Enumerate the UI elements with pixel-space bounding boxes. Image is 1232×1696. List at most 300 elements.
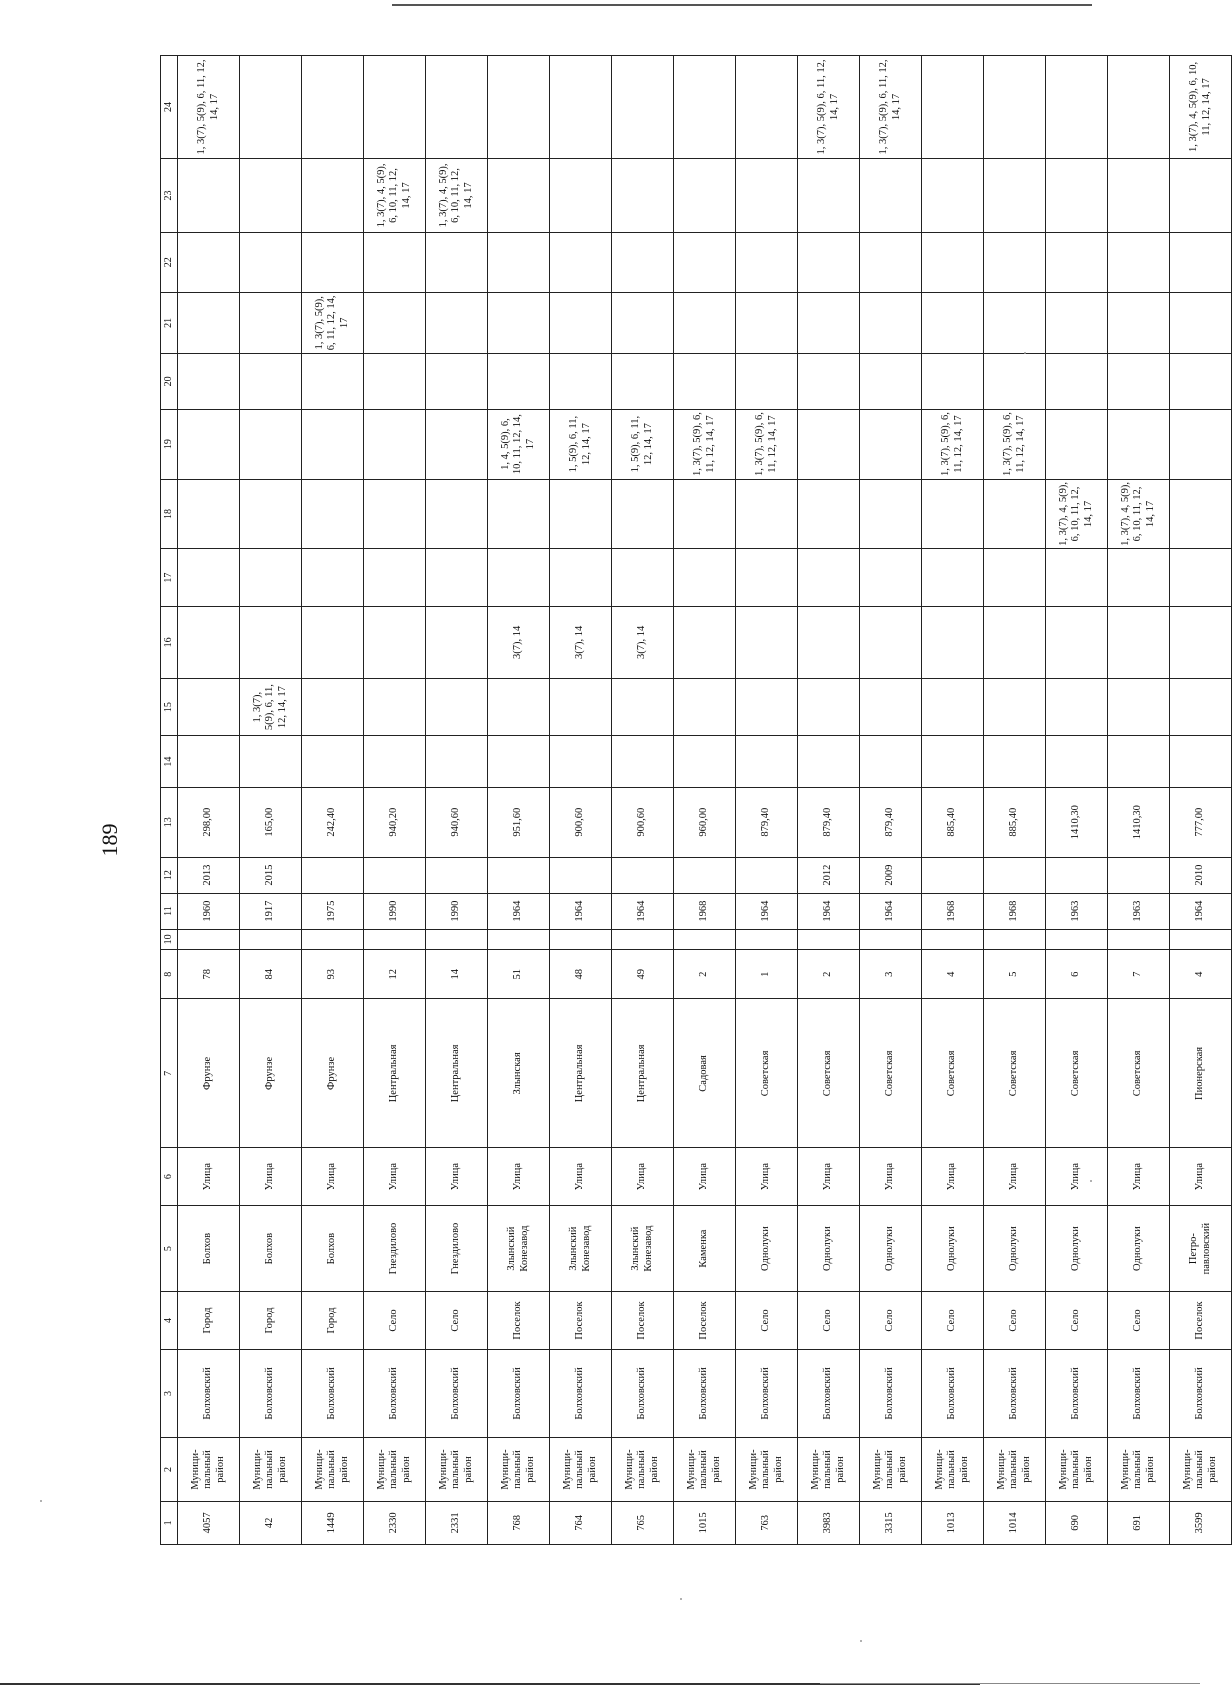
cell-col-11: 1968 — [984, 893, 1046, 929]
cell-col-24 — [302, 56, 364, 159]
cell-col-5: Однолуки — [1046, 1205, 1108, 1291]
cell-col-12: 2015 — [240, 857, 302, 893]
cell-col-10 — [860, 929, 922, 950]
cell-col-14 — [1108, 736, 1170, 787]
table-row — [860, 56, 922, 1545]
cell-col-5: Болхов — [178, 1205, 240, 1291]
cell-col-15 — [1108, 678, 1170, 736]
cell-col-16 — [798, 606, 860, 678]
cell-col-10 — [302, 929, 364, 950]
cell-col-18: 1, 3(7), 4, 5(9), 6, 10, 11, 12, 14, 17 — [1108, 479, 1170, 549]
cell-col-16 — [302, 606, 364, 678]
cell-col-20 — [488, 354, 550, 409]
cell-col-2: Муници-пальный район — [674, 1438, 736, 1502]
table-row — [922, 56, 984, 1545]
cell-col-20 — [240, 354, 302, 409]
cell-col-23 — [860, 158, 922, 232]
cell-col-14 — [364, 736, 426, 787]
cell-col-10 — [550, 929, 612, 950]
cell-col-10 — [1108, 929, 1170, 950]
cell-col-16 — [860, 606, 922, 678]
cell-col-2: Муници-пальный район — [736, 1438, 798, 1502]
cell-col-19 — [1170, 409, 1232, 479]
cell-col-16 — [922, 606, 984, 678]
cell-col-12: 2009 — [860, 857, 922, 893]
cell-col-2: Муници-пальный район — [922, 1438, 984, 1502]
cell-col-19 — [798, 409, 860, 479]
cell-col-7: Фрунзе — [302, 999, 364, 1148]
cell-col-23 — [302, 158, 364, 232]
cell-col-16 — [1108, 606, 1170, 678]
cell-col-3: Болховский — [922, 1349, 984, 1437]
cell-col-23 — [550, 158, 612, 232]
cell-col-15 — [488, 678, 550, 736]
cell-col-3: Болховский — [302, 1349, 364, 1437]
table-row — [1170, 56, 1232, 1545]
cell-col-6: Улица — [674, 1148, 736, 1206]
cell-col-18 — [736, 479, 798, 549]
cell-col-12 — [612, 857, 674, 893]
cell-col-11: 1968 — [922, 893, 984, 929]
cell-col-18 — [612, 479, 674, 549]
cell-col-14 — [736, 736, 798, 787]
cell-col-14 — [240, 736, 302, 787]
cell-col-1: 1015 — [674, 1501, 736, 1544]
cell-col-13: 1410,30 — [1108, 787, 1170, 857]
cell-col-14 — [488, 736, 550, 787]
cell-col-10 — [984, 929, 1046, 950]
cell-col-22 — [178, 232, 240, 292]
cell-col-17 — [798, 549, 860, 607]
cell-col-13: 885,40 — [984, 787, 1046, 857]
cell-col-15 — [736, 678, 798, 736]
cell-col-8: 49 — [612, 950, 674, 999]
cell-col-3: Болховский — [612, 1349, 674, 1437]
cell-col-13: 879,40 — [736, 787, 798, 857]
cell-col-17 — [860, 549, 922, 607]
cell-col-1: 2330 — [364, 1501, 426, 1544]
cell-col-6: Улица — [302, 1148, 364, 1206]
cell-col-4: Село — [1046, 1292, 1108, 1350]
cell-col-24 — [984, 56, 1046, 159]
cell-col-13: 940,20 — [364, 787, 426, 857]
cell-col-10 — [922, 929, 984, 950]
cell-col-19 — [240, 409, 302, 479]
cell-col-22 — [426, 232, 488, 292]
cell-col-16: 3(7), 14 — [550, 606, 612, 678]
column-header: 16 — [161, 606, 178, 678]
column-header: 6 — [161, 1148, 178, 1206]
cell-col-20 — [550, 354, 612, 409]
cell-col-15 — [984, 678, 1046, 736]
cell-col-16 — [1046, 606, 1108, 678]
cell-col-1: 765 — [612, 1501, 674, 1544]
cell-col-7: Фрунзе — [240, 999, 302, 1148]
cell-col-1: 42 — [240, 1501, 302, 1544]
cell-col-4: Поселок — [488, 1292, 550, 1350]
cell-col-5: Однолуки — [798, 1205, 860, 1291]
cell-col-8: 14 — [426, 950, 488, 999]
cell-col-24 — [922, 56, 984, 159]
cell-col-8: 2 — [798, 950, 860, 999]
table-row — [178, 56, 240, 1545]
cell-col-18 — [550, 479, 612, 549]
cell-col-6: Улица — [798, 1148, 860, 1206]
column-header: 19 — [161, 409, 178, 479]
cell-col-13: 165,00 — [240, 787, 302, 857]
cell-col-1: 1014 — [984, 1501, 1046, 1544]
cell-col-10 — [1046, 929, 1108, 950]
cell-col-19: 1, 3(7), 5(9), 6, 11, 12, 14, 17 — [984, 409, 1046, 479]
cell-col-7: Советская — [798, 999, 860, 1148]
cell-col-11: 1964 — [550, 893, 612, 929]
cell-col-16: 3(7), 14 — [612, 606, 674, 678]
cell-col-13: 960,00 — [674, 787, 736, 857]
cell-col-15 — [364, 678, 426, 736]
cell-col-16 — [1170, 606, 1232, 678]
cell-col-11: 1963 — [1108, 893, 1170, 929]
register-table-rotated — [160, 55, 1218, 1545]
cell-col-2: Муници-пальный район — [240, 1438, 302, 1502]
scan-speck — [860, 1640, 862, 1642]
cell-col-21 — [1046, 292, 1108, 354]
cell-col-15 — [550, 678, 612, 736]
cell-col-8: 5 — [984, 950, 1046, 999]
cell-col-1: 764 — [550, 1501, 612, 1544]
cell-col-11: 1964 — [736, 893, 798, 929]
cell-col-6: Улица — [178, 1148, 240, 1206]
cell-col-24 — [1046, 56, 1108, 159]
cell-col-10 — [612, 929, 674, 950]
column-header: 2 — [161, 1438, 178, 1502]
cell-col-5: Злынский Конезавод — [612, 1205, 674, 1291]
cell-col-4: Поселок — [1170, 1292, 1232, 1350]
cell-col-24: 1, 3(7), 4, 5(9), 6, 10, 11, 12, 14, 17 — [1170, 56, 1232, 159]
cell-col-20 — [798, 354, 860, 409]
cell-col-8: 93 — [302, 950, 364, 999]
cell-col-13: 900,60 — [550, 787, 612, 857]
cell-col-10 — [364, 929, 426, 950]
cell-col-8: 2 — [674, 950, 736, 999]
cell-col-11: 1968 — [674, 893, 736, 929]
cell-col-4: Село — [736, 1292, 798, 1350]
cell-col-17 — [922, 549, 984, 607]
cell-col-6: Улица — [736, 1148, 798, 1206]
cell-col-17 — [612, 549, 674, 607]
cell-col-13: 777,00 — [1170, 787, 1232, 857]
cell-col-23 — [984, 158, 1046, 232]
cell-col-5: Гнездилово — [364, 1205, 426, 1291]
cell-col-5: Гнездилово — [426, 1205, 488, 1291]
cell-col-3: Болховский — [674, 1349, 736, 1437]
column-header: 22 — [161, 232, 178, 292]
cell-col-16 — [178, 606, 240, 678]
cell-col-16 — [984, 606, 1046, 678]
cell-col-2: Муници-пальный район — [798, 1438, 860, 1502]
cell-col-10 — [488, 929, 550, 950]
cell-col-13: 940,60 — [426, 787, 488, 857]
cell-col-7: Советская — [1046, 999, 1108, 1148]
cell-col-12 — [984, 857, 1046, 893]
cell-col-22 — [1108, 232, 1170, 292]
cell-col-3: Болховский — [178, 1349, 240, 1437]
cell-col-24 — [488, 56, 550, 159]
cell-col-18 — [178, 479, 240, 549]
cell-col-20 — [1170, 354, 1232, 409]
cell-col-15 — [922, 678, 984, 736]
cell-col-22 — [1170, 232, 1232, 292]
cell-col-11: 1963 — [1046, 893, 1108, 929]
cell-col-24 — [736, 56, 798, 159]
cell-col-10 — [1170, 929, 1232, 950]
cell-col-17 — [178, 549, 240, 607]
cell-col-10 — [240, 929, 302, 950]
column-header: 14 — [161, 736, 178, 787]
cell-col-20 — [674, 354, 736, 409]
cell-col-19 — [1046, 409, 1108, 479]
cell-col-15 — [860, 678, 922, 736]
cell-col-6: Улица — [550, 1148, 612, 1206]
cell-col-5: Однолуки — [860, 1205, 922, 1291]
cell-col-12 — [302, 857, 364, 893]
cell-col-12 — [426, 857, 488, 893]
table-row — [612, 56, 674, 1545]
cell-col-18 — [922, 479, 984, 549]
cell-col-14 — [178, 736, 240, 787]
cell-col-11: 1917 — [240, 893, 302, 929]
cell-col-17 — [488, 549, 550, 607]
column-header: 12 — [161, 857, 178, 893]
cell-col-4: Село — [426, 1292, 488, 1350]
cell-col-24 — [612, 56, 674, 159]
cell-col-22 — [736, 232, 798, 292]
cell-col-6: Улица — [612, 1148, 674, 1206]
cell-col-12 — [488, 857, 550, 893]
cell-col-23: 1, 3(7), 4, 5(9), 6, 10, 11, 12, 14, 17 — [364, 158, 426, 232]
cell-col-24 — [364, 56, 426, 159]
table-row — [984, 56, 1046, 1545]
cell-col-23 — [674, 158, 736, 232]
table-body — [178, 56, 1232, 1545]
cell-col-12 — [1108, 857, 1170, 893]
cell-col-7: Советская — [922, 999, 984, 1148]
cell-col-17 — [240, 549, 302, 607]
cell-col-19: 1, 5(9), 6, 11, 12, 14, 17 — [612, 409, 674, 479]
cell-col-3: Болховский — [1046, 1349, 1108, 1437]
cell-col-4: Село — [984, 1292, 1046, 1350]
cell-col-1: 2331 — [426, 1501, 488, 1544]
cell-col-18 — [674, 479, 736, 549]
cell-col-5: Болхов — [302, 1205, 364, 1291]
cell-col-12 — [550, 857, 612, 893]
cell-col-3: Болховский — [550, 1349, 612, 1437]
cell-col-10 — [736, 929, 798, 950]
column-header: 20 — [161, 354, 178, 409]
cell-col-6: Улица — [984, 1148, 1046, 1206]
cell-col-2: Муници-пальный район — [1108, 1438, 1170, 1502]
cell-col-21 — [674, 292, 736, 354]
cell-col-11: 1964 — [612, 893, 674, 929]
scan-speck — [1024, 352, 1026, 354]
table-row — [1046, 56, 1108, 1545]
cell-col-11: 1964 — [798, 893, 860, 929]
cell-col-2: Муници-пальный район — [1170, 1438, 1232, 1502]
cell-col-14 — [674, 736, 736, 787]
cell-col-20 — [178, 354, 240, 409]
cell-col-6: Улица — [1046, 1148, 1108, 1206]
cell-col-11: 1964 — [488, 893, 550, 929]
cell-col-10 — [178, 929, 240, 950]
cell-col-1: 3599 — [1170, 1501, 1232, 1544]
cell-col-2: Муници-пальный район — [488, 1438, 550, 1502]
cell-col-21 — [1108, 292, 1170, 354]
cell-col-5: Однолуки — [736, 1205, 798, 1291]
cell-col-15 — [302, 678, 364, 736]
cell-col-18 — [798, 479, 860, 549]
cell-col-7: Советская — [736, 999, 798, 1148]
cell-col-23 — [612, 158, 674, 232]
cell-col-4: Поселок — [550, 1292, 612, 1350]
cell-col-8: 4 — [922, 950, 984, 999]
table-row — [426, 56, 488, 1545]
table-row — [550, 56, 612, 1545]
cell-col-14 — [798, 736, 860, 787]
cell-col-3: Болховский — [984, 1349, 1046, 1437]
cell-col-19: 1, 3(7), 5(9), 6, 11, 12, 14, 17 — [922, 409, 984, 479]
cell-col-2: Муници-пальный район — [860, 1438, 922, 1502]
cell-col-11: 1960 — [178, 893, 240, 929]
cell-col-21 — [612, 292, 674, 354]
cell-col-7: Злынская — [488, 999, 550, 1148]
column-header: 24 — [161, 56, 178, 159]
cell-col-4: Село — [922, 1292, 984, 1350]
cell-col-18 — [984, 479, 1046, 549]
cell-col-2: Муници-пальный район — [612, 1438, 674, 1502]
table-row — [798, 56, 860, 1545]
cell-col-13: 900,60 — [612, 787, 674, 857]
cell-col-17 — [426, 549, 488, 607]
cell-col-3: Болховский — [736, 1349, 798, 1437]
column-header: 4 — [161, 1292, 178, 1350]
cell-col-12 — [736, 857, 798, 893]
cell-col-12: 2010 — [1170, 857, 1232, 893]
cell-col-21 — [860, 292, 922, 354]
column-header: 3 — [161, 1349, 178, 1437]
cell-col-23 — [922, 158, 984, 232]
cell-col-5: Петро-павловский — [1170, 1205, 1232, 1291]
cell-col-8: 48 — [550, 950, 612, 999]
cell-col-11: 1964 — [1170, 893, 1232, 929]
cell-col-2: Муници-пальный район — [178, 1438, 240, 1502]
cell-col-19: 1, 3(7), 5(9), 6, 11, 12, 14, 17 — [674, 409, 736, 479]
cell-col-21 — [240, 292, 302, 354]
table-row — [302, 56, 364, 1545]
cell-col-5: Однолуки — [1108, 1205, 1170, 1291]
scan-speck — [680, 1598, 682, 1600]
cell-col-19 — [860, 409, 922, 479]
cell-col-20 — [302, 354, 364, 409]
column-header: 8 — [161, 950, 178, 999]
cell-col-20 — [364, 354, 426, 409]
cell-col-4: Поселок — [612, 1292, 674, 1350]
cell-col-21 — [488, 292, 550, 354]
cell-col-21 — [922, 292, 984, 354]
cell-col-1: 691 — [1108, 1501, 1170, 1544]
cell-col-13: 298,00 — [178, 787, 240, 857]
cell-col-8: 4 — [1170, 950, 1232, 999]
column-header: 23 — [161, 158, 178, 232]
cell-col-20 — [922, 354, 984, 409]
cell-col-19 — [302, 409, 364, 479]
cell-col-15 — [178, 678, 240, 736]
cell-col-6: Улица — [364, 1148, 426, 1206]
cell-col-11: 1964 — [860, 893, 922, 929]
cell-col-5: Каменка — [674, 1205, 736, 1291]
cell-col-2: Муници-пальный район — [302, 1438, 364, 1502]
cell-col-11: 1990 — [364, 893, 426, 929]
cell-col-21 — [364, 292, 426, 354]
cell-col-24 — [550, 56, 612, 159]
column-header: 18 — [161, 479, 178, 549]
bottom-rule-right — [820, 1683, 1200, 1684]
cell-col-24 — [426, 56, 488, 159]
cell-col-17 — [736, 549, 798, 607]
cell-col-3: Болховский — [1170, 1349, 1232, 1437]
cell-col-8: 3 — [860, 950, 922, 999]
cell-col-13: 879,40 — [798, 787, 860, 857]
cell-col-18 — [860, 479, 922, 549]
cell-col-21 — [1170, 292, 1232, 354]
cell-col-24 — [674, 56, 736, 159]
table-row — [1108, 56, 1170, 1545]
cell-col-12 — [922, 857, 984, 893]
cell-col-22 — [550, 232, 612, 292]
cell-col-18 — [240, 479, 302, 549]
cell-col-23 — [736, 158, 798, 232]
scan-speck — [40, 1500, 42, 1502]
cell-col-17 — [302, 549, 364, 607]
cell-col-7: Садовая — [674, 999, 736, 1148]
cell-col-7: Пионерская — [1170, 999, 1232, 1148]
cell-col-16: 3(7), 14 — [488, 606, 550, 678]
cell-col-8: 51 — [488, 950, 550, 999]
cell-col-22 — [984, 232, 1046, 292]
cell-col-4: Город — [178, 1292, 240, 1350]
cell-col-24: 1, 3(7), 5(9), 6, 11, 12, 14, 17 — [798, 56, 860, 159]
cell-col-15 — [1170, 678, 1232, 736]
cell-col-8: 1 — [736, 950, 798, 999]
cell-col-4: Город — [240, 1292, 302, 1350]
cell-col-3: Болховский — [240, 1349, 302, 1437]
cell-col-6: Улица — [860, 1148, 922, 1206]
cell-col-17 — [1046, 549, 1108, 607]
cell-col-23: 1, 3(7), 4, 5(9), 6, 10, 11, 12, 14, 17 — [426, 158, 488, 232]
cell-col-8: 84 — [240, 950, 302, 999]
cell-col-18 — [426, 479, 488, 549]
cell-col-22 — [922, 232, 984, 292]
cell-col-5: Однолуки — [984, 1205, 1046, 1291]
cell-col-7: Центральная — [426, 999, 488, 1148]
cell-col-18: 1, 3(7), 4, 5(9), 6, 10, 11, 12, 14, 17 — [1046, 479, 1108, 549]
cell-col-22 — [674, 232, 736, 292]
cell-col-14 — [426, 736, 488, 787]
cell-col-10 — [798, 929, 860, 950]
cell-col-4: Село — [364, 1292, 426, 1350]
cell-col-2: Муници-пальный район — [426, 1438, 488, 1502]
cell-col-14 — [612, 736, 674, 787]
cell-col-21 — [798, 292, 860, 354]
cell-col-18 — [364, 479, 426, 549]
